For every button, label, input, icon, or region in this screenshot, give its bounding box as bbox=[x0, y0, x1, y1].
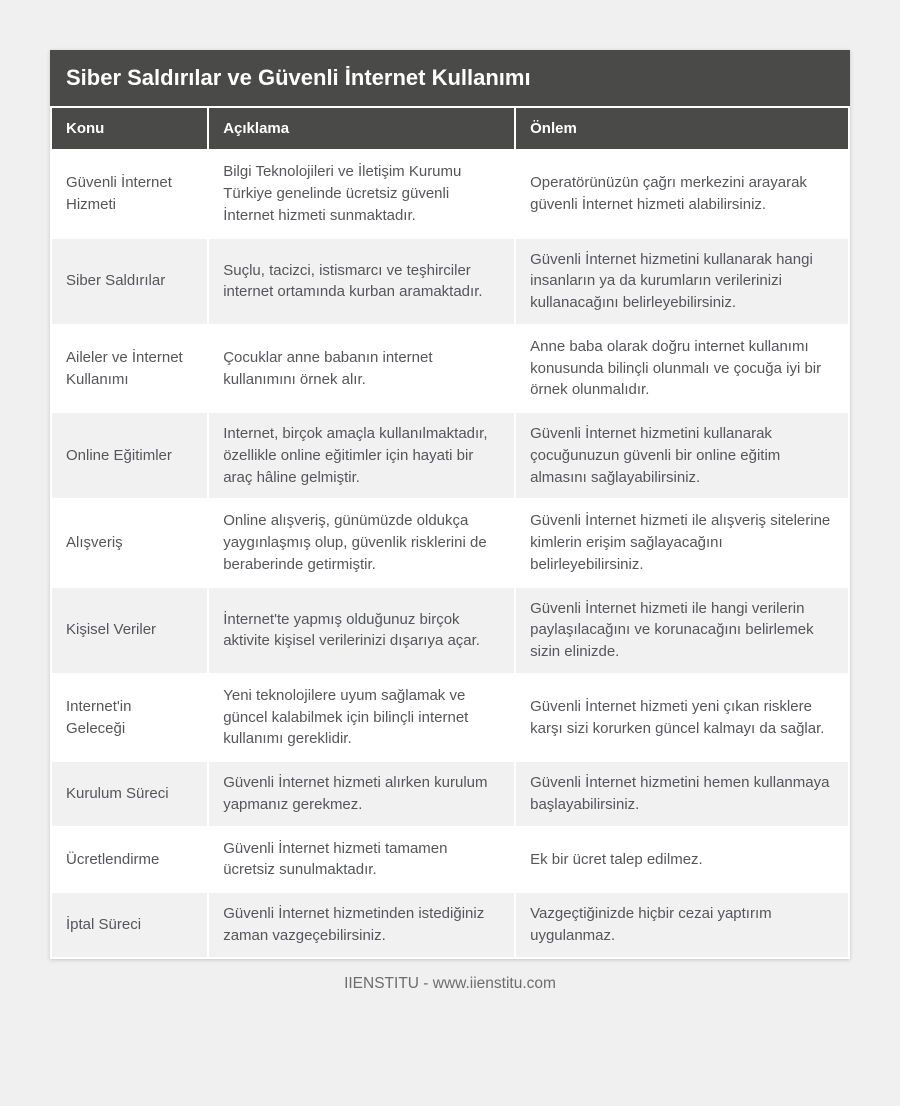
table-row bbox=[52, 893, 848, 957]
cell-konu: Online Eğitimler bbox=[52, 413, 207, 498]
table-header-konu: Konu bbox=[52, 108, 207, 149]
table-row bbox=[52, 326, 848, 411]
cell-konu: Kişisel Veriler bbox=[52, 588, 207, 673]
cell-aciklama: Online alışveriş, günümüzde oldukça yaygınlaşmış olup, güvenlik risklerini de beraberinde getirmiştir. bbox=[209, 500, 514, 585]
table-row bbox=[52, 151, 848, 236]
cell-aciklama: Güvenli İnternet hizmetinden istediğiniz zaman vazgeçebilirsiniz. bbox=[209, 893, 514, 957]
cell-onlem: Güvenli İnternet hizmetini hemen kullanmaya başlayabilirsiniz. bbox=[516, 762, 848, 826]
cell-konu: Aileler ve İnternet Kullanımı bbox=[52, 326, 207, 411]
cell-konu: Ücretlendirme bbox=[52, 828, 207, 892]
cell-onlem: Anne baba olarak doğru internet kullanımı konusunda bilinçli olunmalı ve çocuğa iyi bir örnek olunmalıdır. bbox=[516, 326, 848, 411]
cell-onlem: Vazgeçtiğinizde hiçbir cezai yaptırım uygulanmaz. bbox=[516, 893, 848, 957]
table-card bbox=[50, 50, 850, 959]
table-row bbox=[52, 500, 848, 585]
table-row bbox=[52, 675, 848, 760]
cell-aciklama: Çocuklar anne babanın internet kullanımını örnek alır. bbox=[209, 326, 514, 411]
cell-konu: Kurulum Süreci bbox=[52, 762, 207, 826]
cell-konu: İptal Süreci bbox=[52, 893, 207, 957]
cell-aciklama: Yeni teknolojilere uyum sağlamak ve güncel kalabilmek için bilinçli internet kullanımı gereklidir. bbox=[209, 675, 514, 760]
table-row bbox=[52, 828, 848, 892]
cell-aciklama: İnternet'te yapmış olduğunuz birçok aktivite kişisel verilerinizi dışarıya açar. bbox=[209, 588, 514, 673]
cell-aciklama: Internet, birçok amaçla kullanılmaktadır, özellikle online eğitimler için hayati bir araç hâline gelmiştir. bbox=[209, 413, 514, 498]
table-header-onlem: Önlem bbox=[516, 108, 848, 149]
table-row bbox=[52, 239, 848, 324]
cell-aciklama: Güvenli İnternet hizmeti tamamen ücretsiz sunulmaktadır. bbox=[209, 828, 514, 892]
cell-konu: Siber Saldırılar bbox=[52, 239, 207, 324]
cell-onlem: Ek bir ücret talep edilmez. bbox=[516, 828, 848, 892]
cell-onlem: Güvenli İnternet hizmetini kullanarak çocuğunuzun güvenli bir online eğitim almasını sağlayabilirsiniz. bbox=[516, 413, 848, 498]
table-header-aciklama: Açıklama bbox=[209, 108, 514, 149]
cell-konu: Internet'in Geleceği bbox=[52, 675, 207, 760]
cell-onlem: Operatörünüzün çağrı merkezini arayarak güvenli İnternet hizmeti alabilirsiniz. bbox=[516, 151, 848, 236]
page-title: Siber Saldırılar ve Güvenli İnternet Kullanımı bbox=[50, 50, 850, 106]
footer-credit: IIENSTITU - www.iienstitu.com bbox=[344, 974, 556, 992]
table-row bbox=[52, 762, 848, 826]
cell-onlem: Güvenli İnternet hizmeti yeni çıkan risklere karşı sizi korurken güncel kalmayı da sağlar. bbox=[516, 675, 848, 760]
cell-onlem: Güvenli İnternet hizmeti ile hangi verilerin paylaşılacağını ve korunacağını belirlemek sizin elinizde. bbox=[516, 588, 848, 673]
cell-aciklama: Güvenli İnternet hizmeti alırken kurulum yapmanız gerekmez. bbox=[209, 762, 514, 826]
cell-konu: Güvenli İnternet Hizmeti bbox=[52, 151, 207, 236]
table-row bbox=[52, 413, 848, 498]
cell-aciklama: Bilgi Teknolojileri ve İletişim Kurumu Türkiye genelinde ücretsiz güvenli İnternet hizmeti sunmaktadır. bbox=[209, 151, 514, 236]
cell-onlem: Güvenli İnternet hizmeti ile alışveriş sitelerine kimlerin erişim sağlayacağını belirleyebilirsiniz. bbox=[516, 500, 848, 585]
cell-onlem: Güvenli İnternet hizmetini kullanarak hangi insanların ya da kurumların verilerinizi kullanacağını belirleyebilirsiniz. bbox=[516, 239, 848, 324]
table-row bbox=[52, 588, 848, 673]
cell-konu: Alışveriş bbox=[52, 500, 207, 585]
info-table bbox=[50, 106, 850, 958]
cell-aciklama: Suçlu, tacizci, istismarcı ve teşhirciler internet ortamında kurban aramaktadır. bbox=[209, 239, 514, 324]
table-header-row bbox=[52, 108, 848, 149]
